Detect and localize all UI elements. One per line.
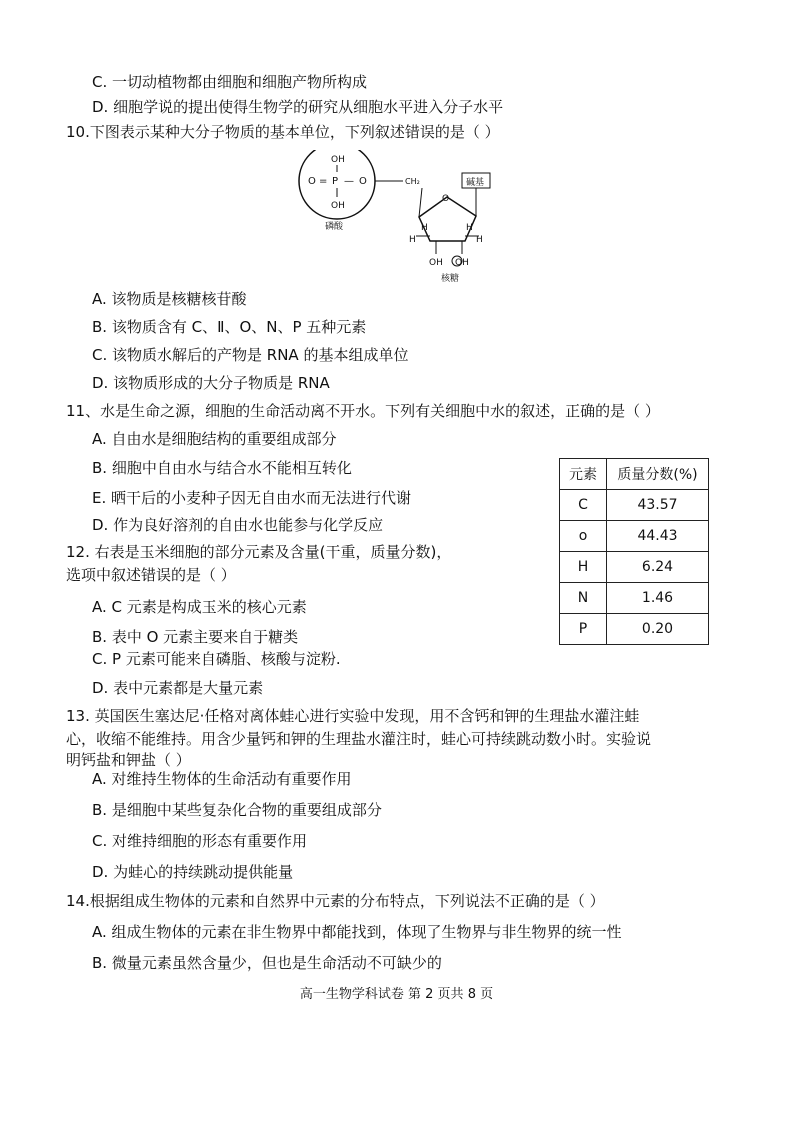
- table-cell-element: C: [560, 490, 607, 521]
- question-12-stem-line-1: 12. 右表是玉米细胞的部分元素及含量(干重，质量分数)，: [66, 543, 452, 561]
- element-content-table: [559, 458, 709, 645]
- question-10-option-b: B. 该物质含有 C、Ⅱ、O、N、P 五种元素: [92, 318, 367, 336]
- question-14-option-a: A. 组成生物体的元素在非生物界中都能找到，体现了生物界与非生物界的统一性: [92, 923, 622, 941]
- ch2-group: CH₂: [405, 177, 420, 186]
- phosphate-label: 磷酸: [325, 222, 344, 232]
- table-row: [560, 490, 709, 521]
- phosphate-o-double: O: [308, 176, 316, 187]
- table-row: [560, 583, 709, 614]
- table-header-row: [560, 459, 709, 490]
- question-13-option-c: C. 对维持细胞的形态有重要作用: [92, 832, 308, 850]
- table-row: [560, 614, 709, 645]
- question-12-option-a: A. C 元素是构成玉米的核心元素: [92, 598, 307, 616]
- question-12-stem-line-2: 选项中叙述错误的是（ ）: [66, 566, 236, 584]
- question-10-option-d: D. 该物质形成的大分子物质是 RNA: [92, 374, 330, 392]
- table-cell-value: 6.24: [607, 552, 709, 583]
- question-13-option-d: D. 为蛙心的持续跳动提供能量: [92, 863, 294, 881]
- question-11-stem: 11、水是生命之源，细胞的生命活动离不开水。下列有关细胞中水的叙述，正确的是（ ）: [66, 402, 660, 420]
- question-10-option-c: C. 该物质水解后的产物是 RNA 的基本组成单位: [92, 346, 409, 364]
- table-cell-value: 1.46: [607, 583, 709, 614]
- question-9-option-d: D. 细胞学说的提出使得生物学的研究从细胞水平进入分子水平: [92, 98, 504, 116]
- table-cell-element: P: [560, 614, 607, 645]
- table-cell-element: N: [560, 583, 607, 614]
- phosphate-oh-top: OH: [331, 155, 345, 165]
- table-cell-element: o: [560, 521, 607, 552]
- phosphate-o-link: O: [359, 176, 367, 187]
- nucleotide-structure-diagram: [295, 150, 515, 290]
- question-13-stem-line-1: 13. 英国医生塞达尼·任格对离体蛙心进行实验中发现，用不含钙和钾的生理盐水灌注蛙: [66, 707, 640, 725]
- question-10-stem: 10.下图表示某种大分子物质的基本单位，下列叙述错误的是（ ）: [66, 123, 500, 141]
- table-row: [560, 552, 709, 583]
- question-14-stem: 14.根据组成生物体的元素和自然界中元素的分布特点，下列说法不正确的是（ ）: [66, 892, 605, 910]
- phosphate-p: P: [332, 176, 339, 187]
- question-11-option-a: A. 自由水是细胞结构的重要组成部分: [92, 430, 337, 448]
- question-13-stem-line-3: 明钙盐和钾盐（ ）: [66, 751, 191, 769]
- question-12-option-d: D. 表中元素都是大量元素: [92, 679, 264, 697]
- ring-oh-3: OH: [429, 258, 443, 268]
- question-11-option-e: E. 晒干后的小麦种子因无自由水而无法进行代谢: [92, 489, 412, 507]
- table-cell-value: 44.43: [607, 521, 709, 552]
- table-cell-value: 43.57: [607, 490, 709, 521]
- ring-h3: H: [409, 235, 416, 245]
- page-footer: 高一生物学科试卷 第 2 页共 8 页: [299, 987, 494, 1002]
- question-9-option-c: C. 一切动植物都由细胞和细胞产物所构成: [92, 73, 368, 91]
- ring-h2: H: [466, 223, 473, 233]
- phosphate-oh-bottom: OH: [331, 201, 345, 211]
- question-13-stem-line-2: 心，收缩不能维持。用含少量钙和钾的生理盐水灌注时，蛙心可持续跳动数小时。实验说: [66, 730, 652, 748]
- table-cell-element: H: [560, 552, 607, 583]
- table-row: [560, 521, 709, 552]
- question-13-option-b: B. 是细胞中某些复杂化合物的重要组成部分: [92, 801, 382, 819]
- phosphate-dash: —: [344, 176, 354, 187]
- table-header-mass-fraction: 质量分数(%): [607, 459, 709, 490]
- ring-oh-2: OH: [455, 258, 469, 268]
- ring-h4: H: [476, 235, 483, 245]
- question-10-option-a: A. 该物质是核糖核苷酸: [92, 290, 247, 308]
- question-12-option-c: C. P 元素可能来自磷脂、核酸与淀粉.: [92, 650, 341, 668]
- question-12-option-b: B. 表中 O 元素主要来自于糖类: [92, 628, 299, 646]
- ring-h1: H: [421, 223, 428, 233]
- table-cell-value: 0.20: [607, 614, 709, 645]
- question-14-option-b: B. 微量元素虽然含量少，但也是生命活动不可缺少的: [92, 954, 442, 972]
- sugar-label: 核糖: [441, 274, 460, 284]
- base-label: 碱基: [466, 178, 485, 188]
- question-13-option-a: A. 对维持生物体的生命活动有重要作用: [92, 770, 352, 788]
- ring-o: O: [442, 194, 450, 204]
- question-11-option-d: D. 作为良好溶剂的自由水也能参与化学反应: [92, 516, 384, 534]
- phosphate-double-bond: =: [319, 176, 328, 187]
- table-header-element: 元素: [560, 459, 607, 490]
- question-11-option-b: B. 细胞中自由水与结合水不能相互转化: [92, 459, 352, 477]
